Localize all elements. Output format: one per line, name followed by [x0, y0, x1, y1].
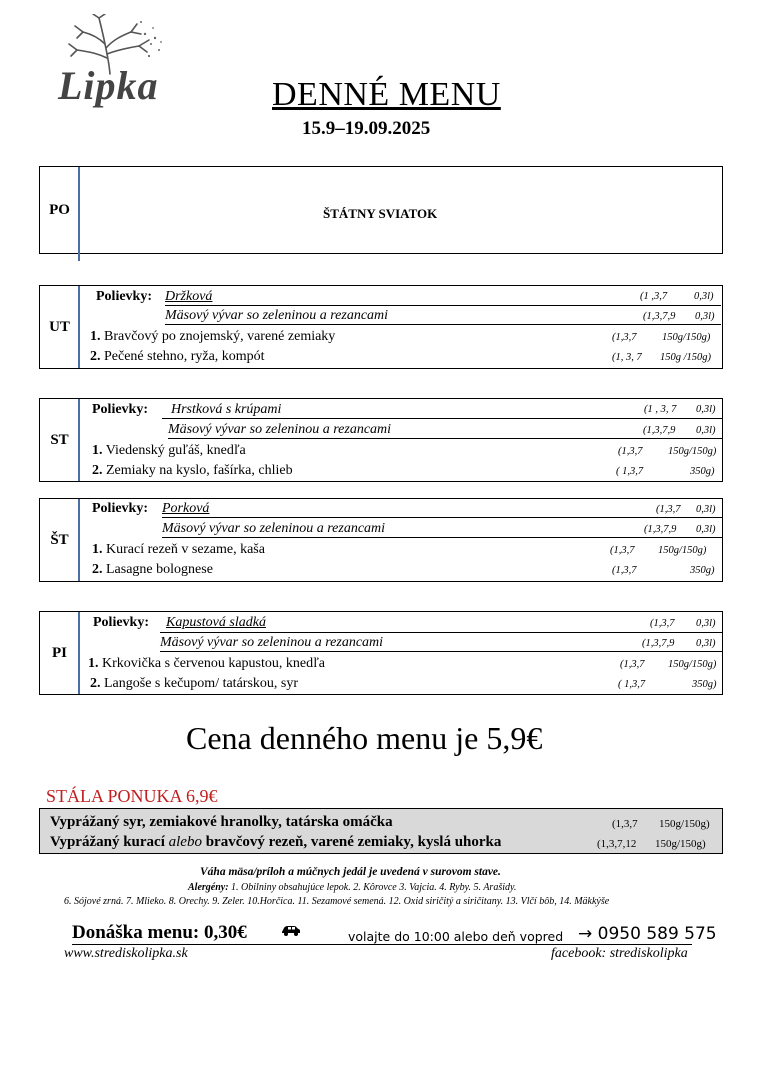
soup-2-quantity: 0,3l) — [696, 425, 716, 436]
day-box-ut — [39, 285, 723, 369]
day-box-po — [39, 166, 723, 254]
soup-2: Mäsový vývar so zeleninou a rezancami — [168, 422, 392, 437]
soup-underline — [162, 537, 722, 538]
standing-item-2-quantity: 150g/150g) — [655, 838, 706, 850]
day-label: UT — [49, 318, 70, 335]
standing-item-2 — [50, 834, 501, 851]
main-2-allergens: (1,3,7 — [612, 565, 637, 576]
facebook-link[interactable]: facebook: strediskolipka — [551, 946, 688, 961]
standing-offer-title: STÁLA PONUKA 6,9€ — [46, 786, 218, 806]
car-icon — [280, 924, 302, 936]
main-1-allergens: (1,3,7 — [610, 545, 635, 556]
soups-label: Polievky: — [92, 501, 148, 516]
soup-2-quantity: 0,3l) — [696, 524, 716, 535]
soup-2-quantity: 0,3l) — [696, 638, 716, 649]
main-1-allergens: (1,3,7 — [612, 332, 637, 343]
soups-label: Polievky: — [93, 615, 149, 630]
main-2-number: 2. — [90, 676, 101, 691]
standing-item-2-allergens: (1,3,7,12 — [597, 838, 637, 850]
soup-2: Mäsový vývar so zeleninou a rezancami — [160, 635, 384, 650]
divider — [78, 167, 80, 261]
soups-label: Polievky: — [96, 289, 152, 304]
standing-item-2-c: bravčový rezeň, varené zemiaky, kyslá uhorka — [201, 834, 502, 850]
phone-number[interactable]: → 0950 589 575 — [578, 924, 717, 944]
soup-1: Porková — [162, 501, 210, 516]
soup-2-allergens: (1,3,7,9 — [642, 638, 675, 649]
soup-underline — [165, 305, 721, 306]
main-1-quantity: 150g/150g) — [662, 332, 711, 343]
main-1-allergens: (1,3,7 — [618, 446, 643, 457]
soup-underline — [165, 324, 721, 325]
divider — [78, 286, 80, 368]
main-1-number: 1. — [92, 443, 103, 458]
soup-1-allergens: (1 ,3,7 — [640, 291, 668, 302]
allergens-line-1 — [188, 882, 516, 893]
menu-price: Cena denného menu je 5,9€ — [186, 720, 543, 756]
soups-label: Polievky: — [92, 402, 148, 417]
standing-item-1-quantity: 150g/150g) — [659, 818, 710, 830]
website-link[interactable]: www.strediskolipka.sk — [64, 946, 188, 961]
soup-2-quantity: 0,3l) — [695, 311, 715, 322]
day-box-stv — [39, 498, 723, 582]
main-1: Viedenský guľáš, knedľa — [105, 443, 246, 458]
main-2-allergens: ( 1,3,7 — [618, 679, 646, 690]
delivery-underline — [72, 944, 692, 945]
weight-note: Váha mäsa/príloh a múčnych jedál je uvedená v surovom stave. — [200, 866, 501, 878]
soup-underline — [160, 651, 722, 652]
soup-1-allergens: (1 , 3, 7 — [644, 404, 677, 415]
soup-2-allergens: (1,3,7,9 — [644, 524, 677, 535]
soup-1-quantity: 0,3l) — [696, 504, 716, 515]
soup-1-quantity: 0,3l) — [696, 404, 716, 415]
main-1-quantity: 150g/150g) — [668, 446, 717, 457]
main-2: Pečené stehno, ryža, kompót — [104, 349, 265, 364]
main-1: Bravčový po znojemský, varené zemiaky — [104, 329, 336, 344]
day-label: PO — [49, 201, 70, 218]
logo-text: Lipka — [58, 63, 159, 108]
main-1-allergens: (1,3,7 — [620, 659, 645, 670]
main-1: Krkovička s červenou kapustou, knedľa — [102, 656, 326, 671]
day-box-st — [39, 398, 723, 482]
main-2-quantity: 150g /150g) — [660, 352, 712, 363]
day-label: ŠT — [50, 531, 69, 548]
soup-underline — [160, 632, 722, 633]
main-1-quantity: 150g/150g) — [668, 659, 717, 670]
main-2: Lasagne bolognese — [106, 562, 213, 577]
standing-item-2-a: Vyprážaný kurací — [50, 834, 169, 850]
main-1-quantity: 150g/150g) — [658, 545, 707, 556]
soup-underline — [162, 517, 722, 518]
soup-2: Mäsový vývar so zeleninou a rezancami — [162, 521, 386, 536]
main-2: Langoše s kečupom/ tatárskou, syr — [104, 676, 299, 691]
delivery-note: volajte do 10:00 alebo deň vopred — [348, 929, 564, 944]
soup-1-allergens: (1,3,7 — [650, 618, 675, 629]
soup-2: Mäsový vývar so zeleninou a rezancami — [165, 308, 389, 323]
main-2: Zemiaky na kyslo, fašírka, chlieb — [106, 463, 293, 478]
main-2-quantity: 350g) — [692, 679, 717, 690]
soup-1: Držková — [165, 289, 213, 304]
soup-1: Kapustová sladká — [166, 615, 266, 630]
soup-1-quantity: 0,3l) — [696, 618, 716, 629]
standing-item-1-allergens: (1,3,7 — [612, 818, 638, 830]
soup-2-allergens: (1,3,7,9 — [643, 425, 676, 436]
main-2-quantity: 350g) — [690, 466, 715, 477]
soup-1-allergens: (1,3,7 — [656, 504, 681, 515]
divider — [78, 612, 80, 694]
soup-1: Hrstková s krúpami — [171, 402, 282, 417]
soup-1-quantity: 0,3l) — [694, 291, 714, 302]
main-1-number: 1. — [92, 542, 103, 557]
soup-underline — [162, 418, 722, 419]
allergens-text-1: 1. Obilniny obsahujúce lepok. 2. Kôrovce 3. Vajcia. 4. Ryby. 5. Arašidy. — [228, 882, 517, 893]
divider — [78, 399, 80, 481]
standing-offer-box — [39, 808, 723, 854]
main-2-quantity: 350g) — [690, 565, 715, 576]
divider — [78, 499, 80, 581]
allergens-label: Alergény: — [188, 882, 229, 893]
delivery-info: Donáška menu: 0,30€ — [72, 922, 247, 943]
day-box-pi — [39, 611, 723, 695]
page-title: DENNÉ MENU — [272, 76, 501, 113]
main-2-number: 2. — [90, 349, 101, 364]
main-2-allergens: ( 1,3,7 — [616, 466, 644, 477]
main-1-number: 1. — [88, 656, 99, 671]
main-2-number: 2. — [92, 463, 103, 478]
main-1: Kurací rezeň v sezame, kaša — [106, 542, 265, 557]
standing-item-1: Vyprážaný syr, zemiakové hranolky, tatárska omáčka — [50, 814, 393, 830]
soup-2-allergens: (1,3,7,9 — [643, 311, 676, 322]
holiday-note: ŠTÁTNY SVIATOK — [323, 206, 438, 221]
main-1-number: 1. — [90, 329, 101, 344]
standing-item-2-b: alebo — [168, 834, 202, 850]
main-2-allergens: (1, 3, 7 — [612, 352, 642, 363]
allergens-line-2: 6. Sójové zrná. 7. Mlieko. 8. Orechy. 9. Zeler. 10.Horčica. 11. Sezamové semená. 12. Oxid siričitý a siričitany. 13. Vlčí bôb, 14. Mäkkýše — [64, 896, 610, 907]
main-2-number: 2. — [92, 562, 103, 577]
menu-dates: 15.9–19.09.2025 — [302, 118, 431, 139]
day-label: PI — [52, 644, 67, 661]
soup-underline — [168, 438, 722, 439]
day-label: ST — [50, 431, 69, 448]
